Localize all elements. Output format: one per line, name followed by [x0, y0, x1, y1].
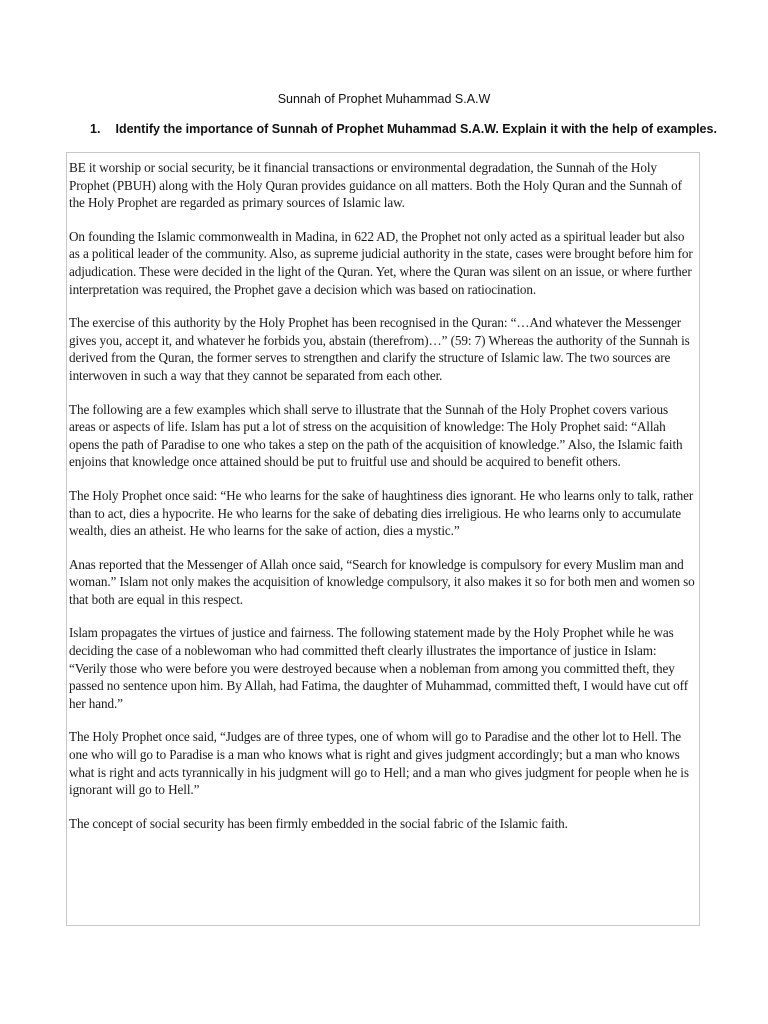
- question-heading: [90, 122, 730, 136]
- document-title: Sunnah of Prophet Muhammad S.A.W: [277, 92, 491, 106]
- question-number: 1.: [90, 122, 101, 136]
- paragraph: The exercise of this authority by the Holy Prophet has been recognised in the Quran: “…And whatever the Messenger gives you, accept it, and whatever he forbids you, abstain (therefrom)…” (59: 7) Whereas the authority of the Sunnah is derived from the Quran, the former serves to strengthen and clarify the structure of Islamic law. The two sources are interwoven in such a way that they cannot be separated from each other.: [69, 315, 690, 383]
- paragraph: The following are a few examples which shall serve to illustrate that the Sunnah of the Holy Prophet covers various areas or aspects of life. Islam has put a lot of stress on the acquisition of knowledge: The Holy Prophet said: “Allah opens the path of Paradise to one who takes a step on the path of the acquisition of knowledge.” Also, the Islamic faith enjoins that knowledge once attained should be put to fruitful use and should be acquired to benefit others.: [69, 401, 683, 470]
- paragraph: The Holy Prophet once said, “Judges are of three types, one of whom will go to Paradise and the other lot to Hell. The one who will go to Paradise is a man who knows what is right and gives judgment accordingly; but a man who knows what is right and acts tyrannically in his judgment will go to Hell; and a man who gives judgment for people when he is ignorant will go to Hell.”: [69, 729, 689, 798]
- paragraph: Anas reported that the Messenger of Allah once said, “Search for knowledge is compulsory for every Muslim man and woman.” Islam not only makes the acquisition of knowledge compulsory, it also makes it so for both men and women so that both are equal in this respect.: [69, 556, 695, 607]
- paragraph: BE it worship or social security, be it financial transactions or environmental degradation, the Sunnah of the Holy Prophet (PBUH) along with the Holy Quran provides guidance on all matters. Both the Holy Quran and the Sunnah of the Holy Prophet are regarded as primary sources of Islamic law.: [69, 160, 682, 211]
- paragraph: On founding the Islamic commonwealth in Madina, in 622 AD, the Prophet not only acted as a spiritual leader but also as a political leader of the community. Also, as supreme judicial authority in the state, cases were brought before him for adjudication. These were decided in the light of the Quran. Yet, where the Quran was silent on an issue, or where further interpretation was required, the Prophet gave a decision which was based on ratiocination.: [69, 228, 693, 297]
- paragraph: Islam propagates the virtues of justice and fairness. The following statement made by the Holy Prophet while he was deciding the case of a noblewoman who had committed theft clearly illustrates the importance of justice in Islam: “Verily those who were before you were destroyed because when a nobleman from among you committed theft, they passed no sentence upon him. By Allah, had Fatima, the daughter of Muhammad, committed theft, I would have cut off her hand.”: [69, 625, 689, 711]
- question-text: Identify the importance of Sunnah of Prophet Muhammad S.A.W. Explain it with the help of examples.: [115, 122, 717, 136]
- paragraph: The concept of social security has been firmly embedded in the social fabric of the Islamic faith.: [69, 815, 568, 831]
- answer-text-box: [66, 152, 700, 926]
- paragraph: The Holy Prophet once said: “He who learns for the sake of haughtiness dies ignorant. He who learns only to talk, rather than to act, dies a hypocrite. He who learns for the sake of debating dies irreligious. He who learns only to accumulate wealth, dies an atheist. He who learns for the sake of action, dies a mystic.”: [69, 487, 694, 539]
